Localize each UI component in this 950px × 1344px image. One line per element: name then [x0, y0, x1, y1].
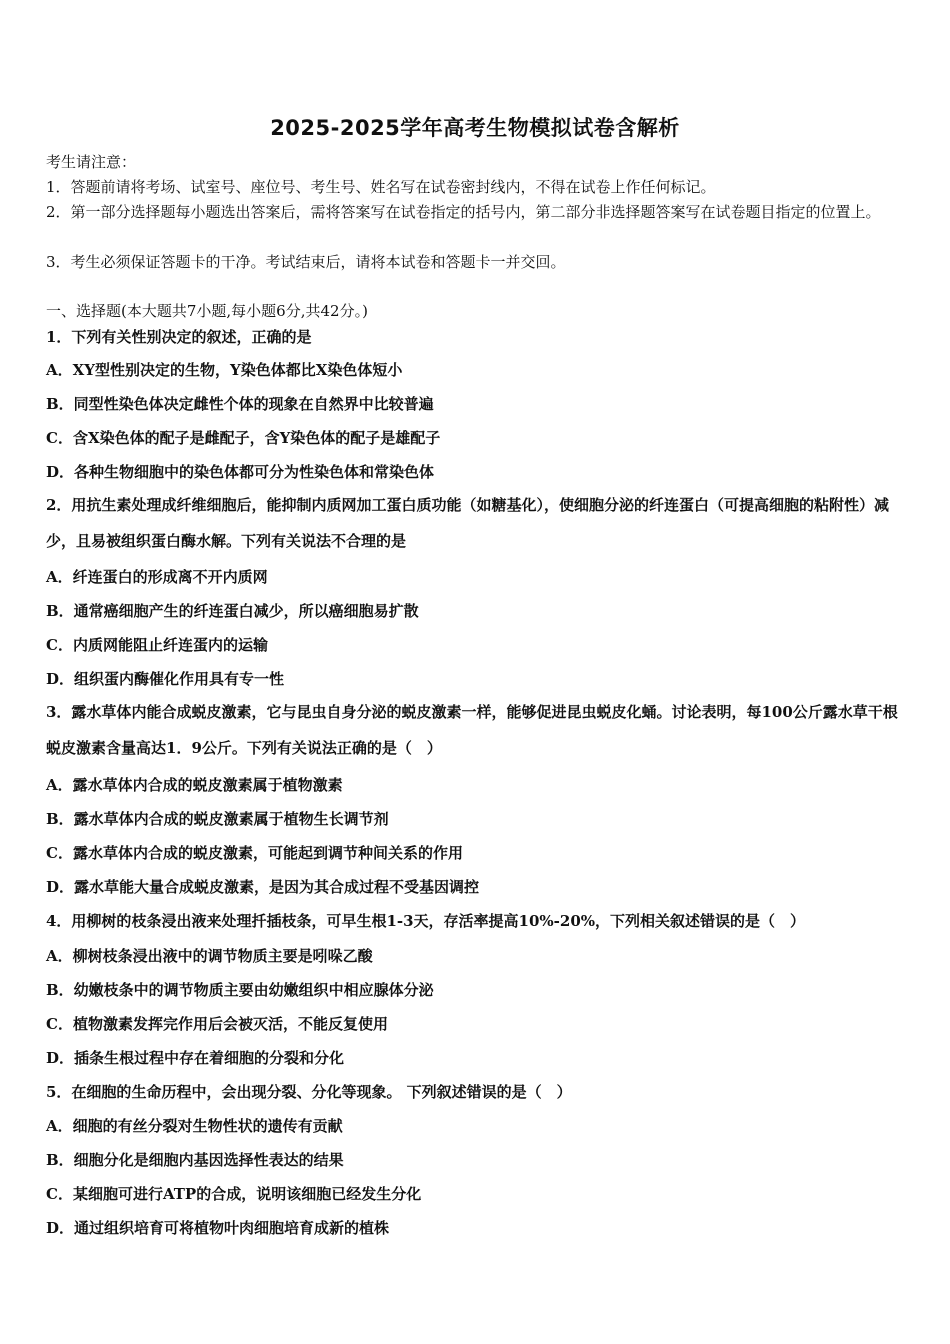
section-heading: 一、选择题(本大题共7小题,每小题6分,共42分。) — [46, 302, 368, 320]
notice-heading: 考生请注意： — [46, 153, 137, 171]
question-4-option-b: B．幼嫩枝条中的调节物质主要由幼嫩组织中相应腺体分泌 — [46, 981, 434, 999]
question-3-option-a: A．露水草体内合成的蜕皮激素属于植物激素 — [46, 776, 343, 794]
question-1-option-a: A．XY型性别决定的生物，Y染色体都比X染色体短小 — [46, 361, 403, 379]
question-2-option-a: A．纤连蛋白的形成离不开内质网 — [46, 568, 268, 586]
question-4-option-c: C．植物激素发挥完作用后会被灭活，不能反复使用 — [46, 1015, 388, 1033]
question-3-option-d: D．露水草能大量合成蜕皮激素，是因为其合成过程不受基因调控 — [46, 878, 480, 896]
notice-item-3: 3．考生必须保证答题卡的干净。考试结束后，请将本试卷和答题卡一并交回。 — [46, 253, 566, 271]
question-2-option-d: D．组织蛋内酶催化作用具有专一性 — [46, 670, 285, 688]
notice-item-2: 2．第一部分选择题每小题选出答案后，需将答案写在试卷指定的括号内，第二部分非选择题答案写在试卷题目指定的位置上。 — [46, 203, 881, 221]
question-stem-4: 4．用柳树的枝条浸出液来处理扦插枝条，可早生根1-3天，存活率提高10%-20%，下列相关叙述错误的是（ ） — [46, 912, 806, 930]
question-1-option-c: C．含X染色体的配子是雌配子，含Y染色体的配子是雄配子 — [46, 429, 441, 447]
question-5-option-c: C．某细胞可进行ATP的合成，说明该细胞已经发生分化 — [46, 1185, 422, 1203]
question-5-option-b: B．细胞分化是细胞内基因选择性表达的结果 — [46, 1151, 344, 1169]
question-2-option-b: B．通常癌细胞产生的纤连蛋白减少，所以癌细胞易扩散 — [46, 602, 419, 620]
question-2-option-c: C．内质网能阻止纤连蛋内的运输 — [46, 636, 268, 654]
question-4-option-a: A．柳树枝条浸出液中的调节物质主要是吲哚乙酸 — [46, 947, 373, 965]
question-5-option-a: A．细胞的有丝分裂对生物性状的遗传有贡献 — [46, 1117, 343, 1135]
question-stem-1: 1．下列有关性别决定的叙述，正确的是 — [46, 328, 312, 346]
notice-item-1: 1．答题前请将考场、试室号、座位号、考生号、姓名写在试卷密封线内，不得在试卷上作任何标记。 — [46, 178, 716, 196]
question-stem-5: 5．在细胞的生命历程中，会出现分裂、分化等现象。 下列叙述错误的是（ ） — [46, 1083, 572, 1101]
question-1-option-d: D．各种生物细胞中的染色体都可分为性染色体和常染色体 — [46, 463, 435, 481]
question-stem-3: 3．露水草体内能合成蜕皮激素，它与昆虫自身分泌的蜕皮激素一样，能够促进昆虫蜕皮化蛹。讨论表明，每100公斤露水草干根蜕皮激素含量高达1．9公斤。下列有关说法正确的是（ ） — [46, 703, 898, 757]
question-3-option-b: B．露水草体内合成的蜕皮激素属于植物生长调节剂 — [46, 810, 389, 828]
question-3-option-c: C．露水草体内合成的蜕皮激素，可能起到调节种间关系的作用 — [46, 844, 463, 862]
question-4-option-d: D．插条生根过程中存在着细胞的分裂和分化 — [46, 1049, 345, 1067]
page-title: 2025-2025学年高考生物模拟试卷含解析 — [270, 116, 680, 140]
question-stem-2: 2．用抗生素处理成纤维细胞后，能抑制内质网加工蛋白质功能（如糖基化），使细胞分泌的纤连蛋白（可提高细胞的粘附性）减少，且易被组织蛋白酶水解。下列有关说法不合理的是 — [46, 496, 889, 550]
question-1-option-b: B．同型性染色体决定雌性个体的现象在自然界中比较普遍 — [46, 395, 434, 413]
question-5-option-d: D．通过组织培育可将植物叶肉细胞培育成新的植株 — [46, 1219, 390, 1237]
